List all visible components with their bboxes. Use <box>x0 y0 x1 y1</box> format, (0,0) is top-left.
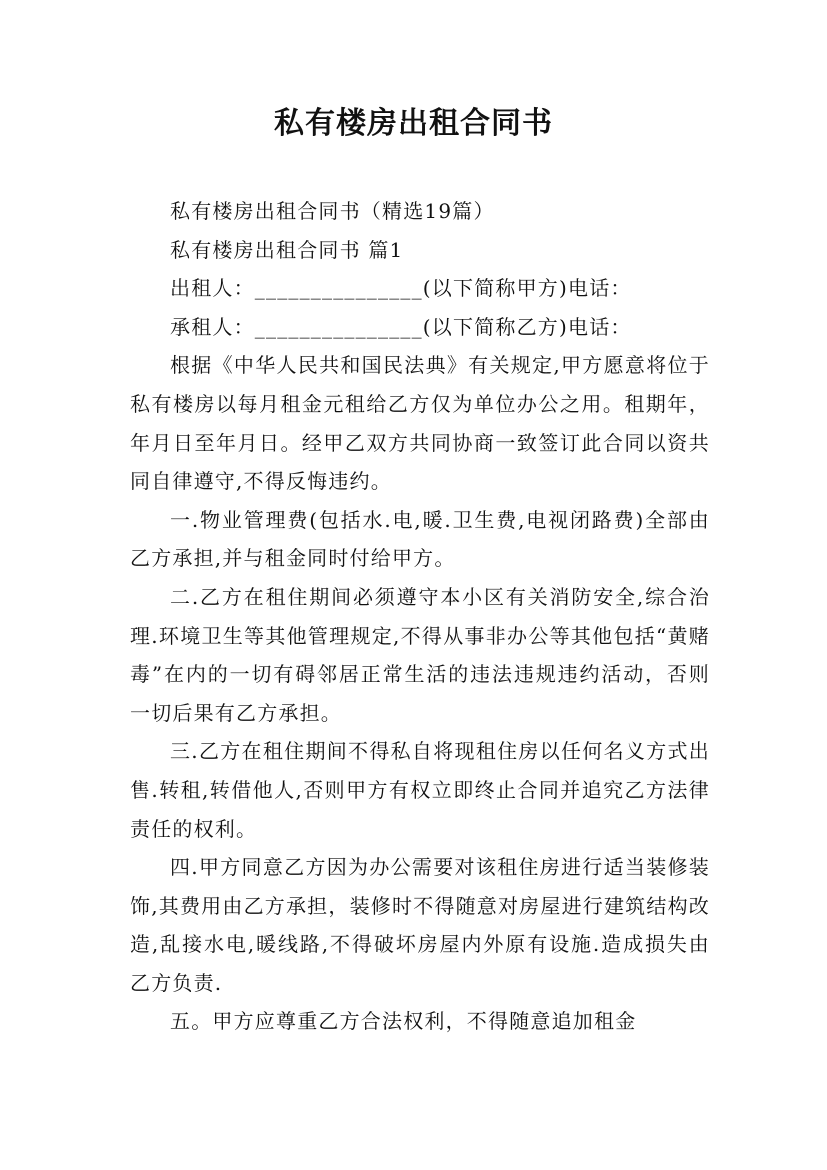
document-body <box>130 192 710 1041</box>
clause-1: 一.物业管理费(包括水.电,暖.卫生费,电视闭路费)全部由乙方承担,并与租金同时付给甲方。 <box>130 507 710 571</box>
clause-4: 四.甲方同意乙方因为办公需要对该租住房进行适当装修装饰,其费用由乙方承担，装修时不得随意对房屋进行建筑结构改造,乱接水电,暖线路,不得破坏房屋内外原有设施.造成损失由乙方负责. <box>130 855 710 995</box>
subtitle-line: 私有楼房出租合同书（精选19篇） <box>170 199 495 223</box>
section-heading: 私有楼房出租合同书 篇1 <box>170 237 404 262</box>
clause-3: 三.乙方在租住期间不得私自将现租住房以任何名义方式出售.转租,转借他人,否则甲方有权立即终止合同并追究乙方法律责任的权利。 <box>130 739 710 841</box>
preamble-paragraph: 根据《中华人民共和国民法典》有关规定,甲方愿意将位于私有楼房以每月租金元租给乙方仅为单位办公之用。租期年，年月日至年月日。经甲乙双方共同协商一致签订此合同以资共同自律遵守,不得反悔违约。 <box>130 353 710 494</box>
clause-2: 二.乙方在租住期间必须遵守本小区有关消防安全,综合治理.环境卫生等其他管理规定,不得从事非办公等其他包括“黄赌毒”在内的一切有碍邻居正常生活的违法违规违约活动，否则一切后果有乙方承担。 <box>130 584 710 725</box>
clause-5: 五。甲方应尊重乙方合法权利，不得随意追加租金 <box>170 1009 637 1034</box>
lessee-line: 承租人：_______________(以下简称乙方)电话： <box>170 314 632 339</box>
lessor-line: 出租人：_______________(以下简称甲方)电话： <box>170 276 632 301</box>
document-title: 私有楼房出租合同书 <box>274 106 553 141</box>
